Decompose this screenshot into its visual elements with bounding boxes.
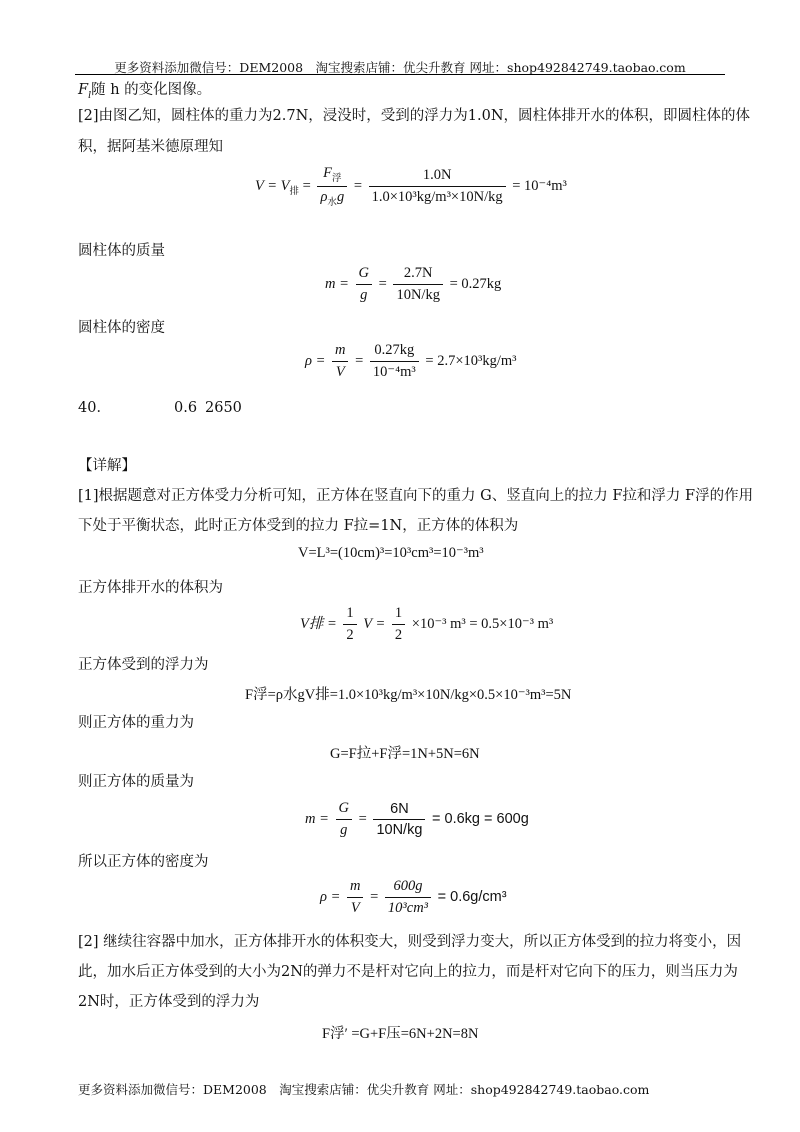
eq8-f1-num: G bbox=[336, 800, 352, 820]
eq9-frac2 bbox=[385, 878, 431, 917]
eq2-frac1 bbox=[356, 265, 372, 304]
eq3-frac2 bbox=[370, 342, 419, 381]
eq3-f1-den: V bbox=[335, 364, 345, 380]
p1-line1: [1]根据题意对正方体受力分析可知，正方体在竖直向下的重力 G、竖直向上的拉力 F拉和浮力 F浮的作用 bbox=[78, 488, 754, 504]
cylinder-mass-label: 圆柱体的质量 bbox=[78, 243, 165, 259]
p2-line3: 2N时，正方体受到的浮力为 bbox=[78, 994, 260, 1010]
eq2-f1-den: g bbox=[360, 287, 368, 303]
eq5-frac2 bbox=[392, 605, 405, 644]
eq9-lhs: ρ = bbox=[320, 888, 341, 905]
equation-cube-density: ρ = $\frac{m}{V}$ = $\frac{600g}{\text{10³cm³}}$ = 0.6g/cm³ bbox=[320, 878, 507, 916]
question-40-answer-2: 2650 bbox=[205, 400, 242, 416]
eq2-lhs: m = bbox=[325, 275, 349, 292]
eq1-f2-num: 1.0N bbox=[369, 167, 506, 187]
eq5-f1-num: 1 bbox=[343, 605, 356, 625]
question-40-number: 40． bbox=[78, 400, 111, 416]
eq1-frac1 bbox=[317, 165, 347, 208]
eq3-f1-num: m bbox=[332, 342, 348, 362]
line1-tail: 随 h 的变化图像。 bbox=[91, 82, 212, 98]
cylinder-density-label: 圆柱体的密度 bbox=[78, 320, 165, 336]
detail-heading: 【详解】 bbox=[78, 458, 136, 474]
equation-displaced-volume bbox=[300, 605, 553, 644]
eq1-lhs: V = V bbox=[255, 177, 290, 194]
equation-new-buoyancy: F浮′ =G+F压=6N+2N=8N bbox=[322, 1026, 479, 1042]
eq1-f2-den: 1.0×10³kg/m³×10N/kg bbox=[371, 189, 503, 205]
eq5-frac1 bbox=[343, 605, 356, 644]
eq5-mid: V = bbox=[363, 615, 386, 632]
eq2-f2-num: 2.7N bbox=[393, 265, 443, 285]
eq3-f2-num: 0.27kg bbox=[370, 342, 419, 362]
eq1-frac2 bbox=[369, 167, 506, 206]
eq8-lhs: m = bbox=[305, 810, 329, 827]
eq8-f2-den: 10N/kg bbox=[376, 822, 423, 838]
eq9-frac1 bbox=[347, 878, 363, 917]
eq3-f2-den: 10⁻⁴m³ bbox=[372, 364, 416, 380]
gravity-label: 则正方体的重力为 bbox=[78, 715, 194, 731]
equation-buoyancy: F浮=ρ水gV排=1.0×10³kg/m³×10N/kg×0.5×10⁻³m³=5N bbox=[245, 687, 572, 703]
eq8-f1-den: g bbox=[340, 822, 348, 838]
page-footer: 更多资料添加微信号：DEM2008 淘宝搜索店铺：优尖升教育 网址：shop492842749.taobao.com bbox=[78, 1082, 650, 1097]
f-sub: l bbox=[88, 90, 92, 101]
line-f-change bbox=[78, 80, 211, 106]
equation-volume: $V = V_排$ = $\frac{F_浮}{\rho_水g}$ = $\frac{1.0N}{\text{1.0×10³kg/m³×10N/kg}}$ = 10⁻⁴m³ bbox=[255, 165, 567, 208]
equation-cube-volume: V=L³=(10cm)³=10³cm³=10⁻³m³ bbox=[298, 545, 484, 561]
eq3-rhs: = 2.7×10³kg/m³ bbox=[425, 352, 517, 369]
eq5-rhs: ×10⁻³ m³ = 0.5×10⁻³ m³ bbox=[411, 615, 554, 632]
p1-line2: 下处于平衡状态，此时正方体受到的拉力 F拉=1N，正方体的体积为 bbox=[78, 518, 519, 534]
p2-line1: [2] 继续往容器中加水，正方体排开水的体积变大，则受到浮力变大，所以正方体受到的拉力将变小，因 bbox=[78, 934, 742, 950]
para2-line2: 积，据阿基米德原理知 bbox=[78, 139, 223, 155]
eq3-lhs: ρ = bbox=[305, 352, 326, 369]
eq1-f1-num: F bbox=[323, 165, 332, 181]
eq9-f2-den: 10³cm³ bbox=[387, 900, 429, 916]
p2-line2: 此，加水后正方体受到的大小为2N的弹力不是杆对它向上的拉力，而是杆对它向下的压力，则当压力为 bbox=[78, 964, 738, 980]
eq5-lhs: V排 = bbox=[300, 615, 337, 632]
eq8-rhs: = 0.6kg = 600g bbox=[432, 810, 529, 827]
eq8-frac1 bbox=[336, 800, 352, 839]
equation-gravity: G=F拉+F浮=1N+5N=6N bbox=[330, 746, 480, 762]
eq9-f1-num: m bbox=[347, 878, 363, 898]
eq2-f2-den: 10N/kg bbox=[396, 287, 440, 303]
eq1-lhs-sub: 排 bbox=[289, 186, 300, 197]
equation-mass: m = $\frac{G}{g}$ = $\frac{2.7N}{10N/kg}$ = 0.27kg bbox=[325, 265, 502, 303]
equation-cube-mass: m = $\frac{G}{g}$ = $\frac{6N}{10N/kg}$ = 0.6kg = 600g bbox=[305, 800, 529, 838]
eq2-rhs: = 0.27kg bbox=[449, 275, 502, 292]
equation-density: ρ = $\frac{m}{V}$ = $\frac{0.27kg}{\text{10⁻⁴m³}}$ = 2.7×10³kg/m³ bbox=[305, 342, 517, 380]
eq1-f1-den-sub: 水 bbox=[327, 198, 337, 208]
eq9-f1-den: V bbox=[350, 900, 360, 916]
eq9-rhs: = 0.6g/cm³ bbox=[437, 888, 507, 905]
page-header: 更多资料添加微信号：DEM2008 淘宝搜索店铺：优尖升教育 网址：shop492842749.taobao.com bbox=[114, 60, 686, 75]
header-divider bbox=[75, 74, 725, 75]
eq1-f1-den-g: g bbox=[336, 189, 345, 205]
eq8-frac2 bbox=[373, 801, 425, 838]
eq5-f1-den: 2 bbox=[346, 627, 354, 643]
eq5-f2-den: 2 bbox=[394, 627, 403, 643]
eq8-f2-num: 6N bbox=[373, 801, 425, 820]
eq2-frac2 bbox=[393, 265, 443, 304]
eq2-f1-num: G bbox=[356, 265, 372, 285]
para2-line1: [2]由图乙知，圆柱体的重力为2.7N，浸没时，受到的浮力为1.0N，圆柱体排开水的体积，即圆柱体的体 bbox=[78, 108, 751, 124]
eq5-f2-num: 1 bbox=[392, 605, 405, 625]
eq1-f1-num-sub: 浮 bbox=[331, 174, 342, 184]
cube-mass-label: 则正方体的质量为 bbox=[78, 774, 194, 790]
eq1-f1-den: ρ bbox=[320, 189, 328, 205]
f-symbol: F bbox=[78, 82, 89, 98]
displaced-volume-label: 正方体排开水的体积为 bbox=[78, 580, 223, 596]
question-40-answer-1: 0.6 bbox=[174, 400, 198, 416]
eq1-rhs: = 10⁻⁴m³ bbox=[512, 177, 567, 194]
cube-density-label: 所以正方体的密度为 bbox=[78, 854, 209, 870]
eq3-frac1 bbox=[332, 342, 348, 381]
buoyancy-label: 正方体受到的浮力为 bbox=[78, 657, 209, 673]
eq9-f2-num: 600g bbox=[385, 878, 431, 898]
